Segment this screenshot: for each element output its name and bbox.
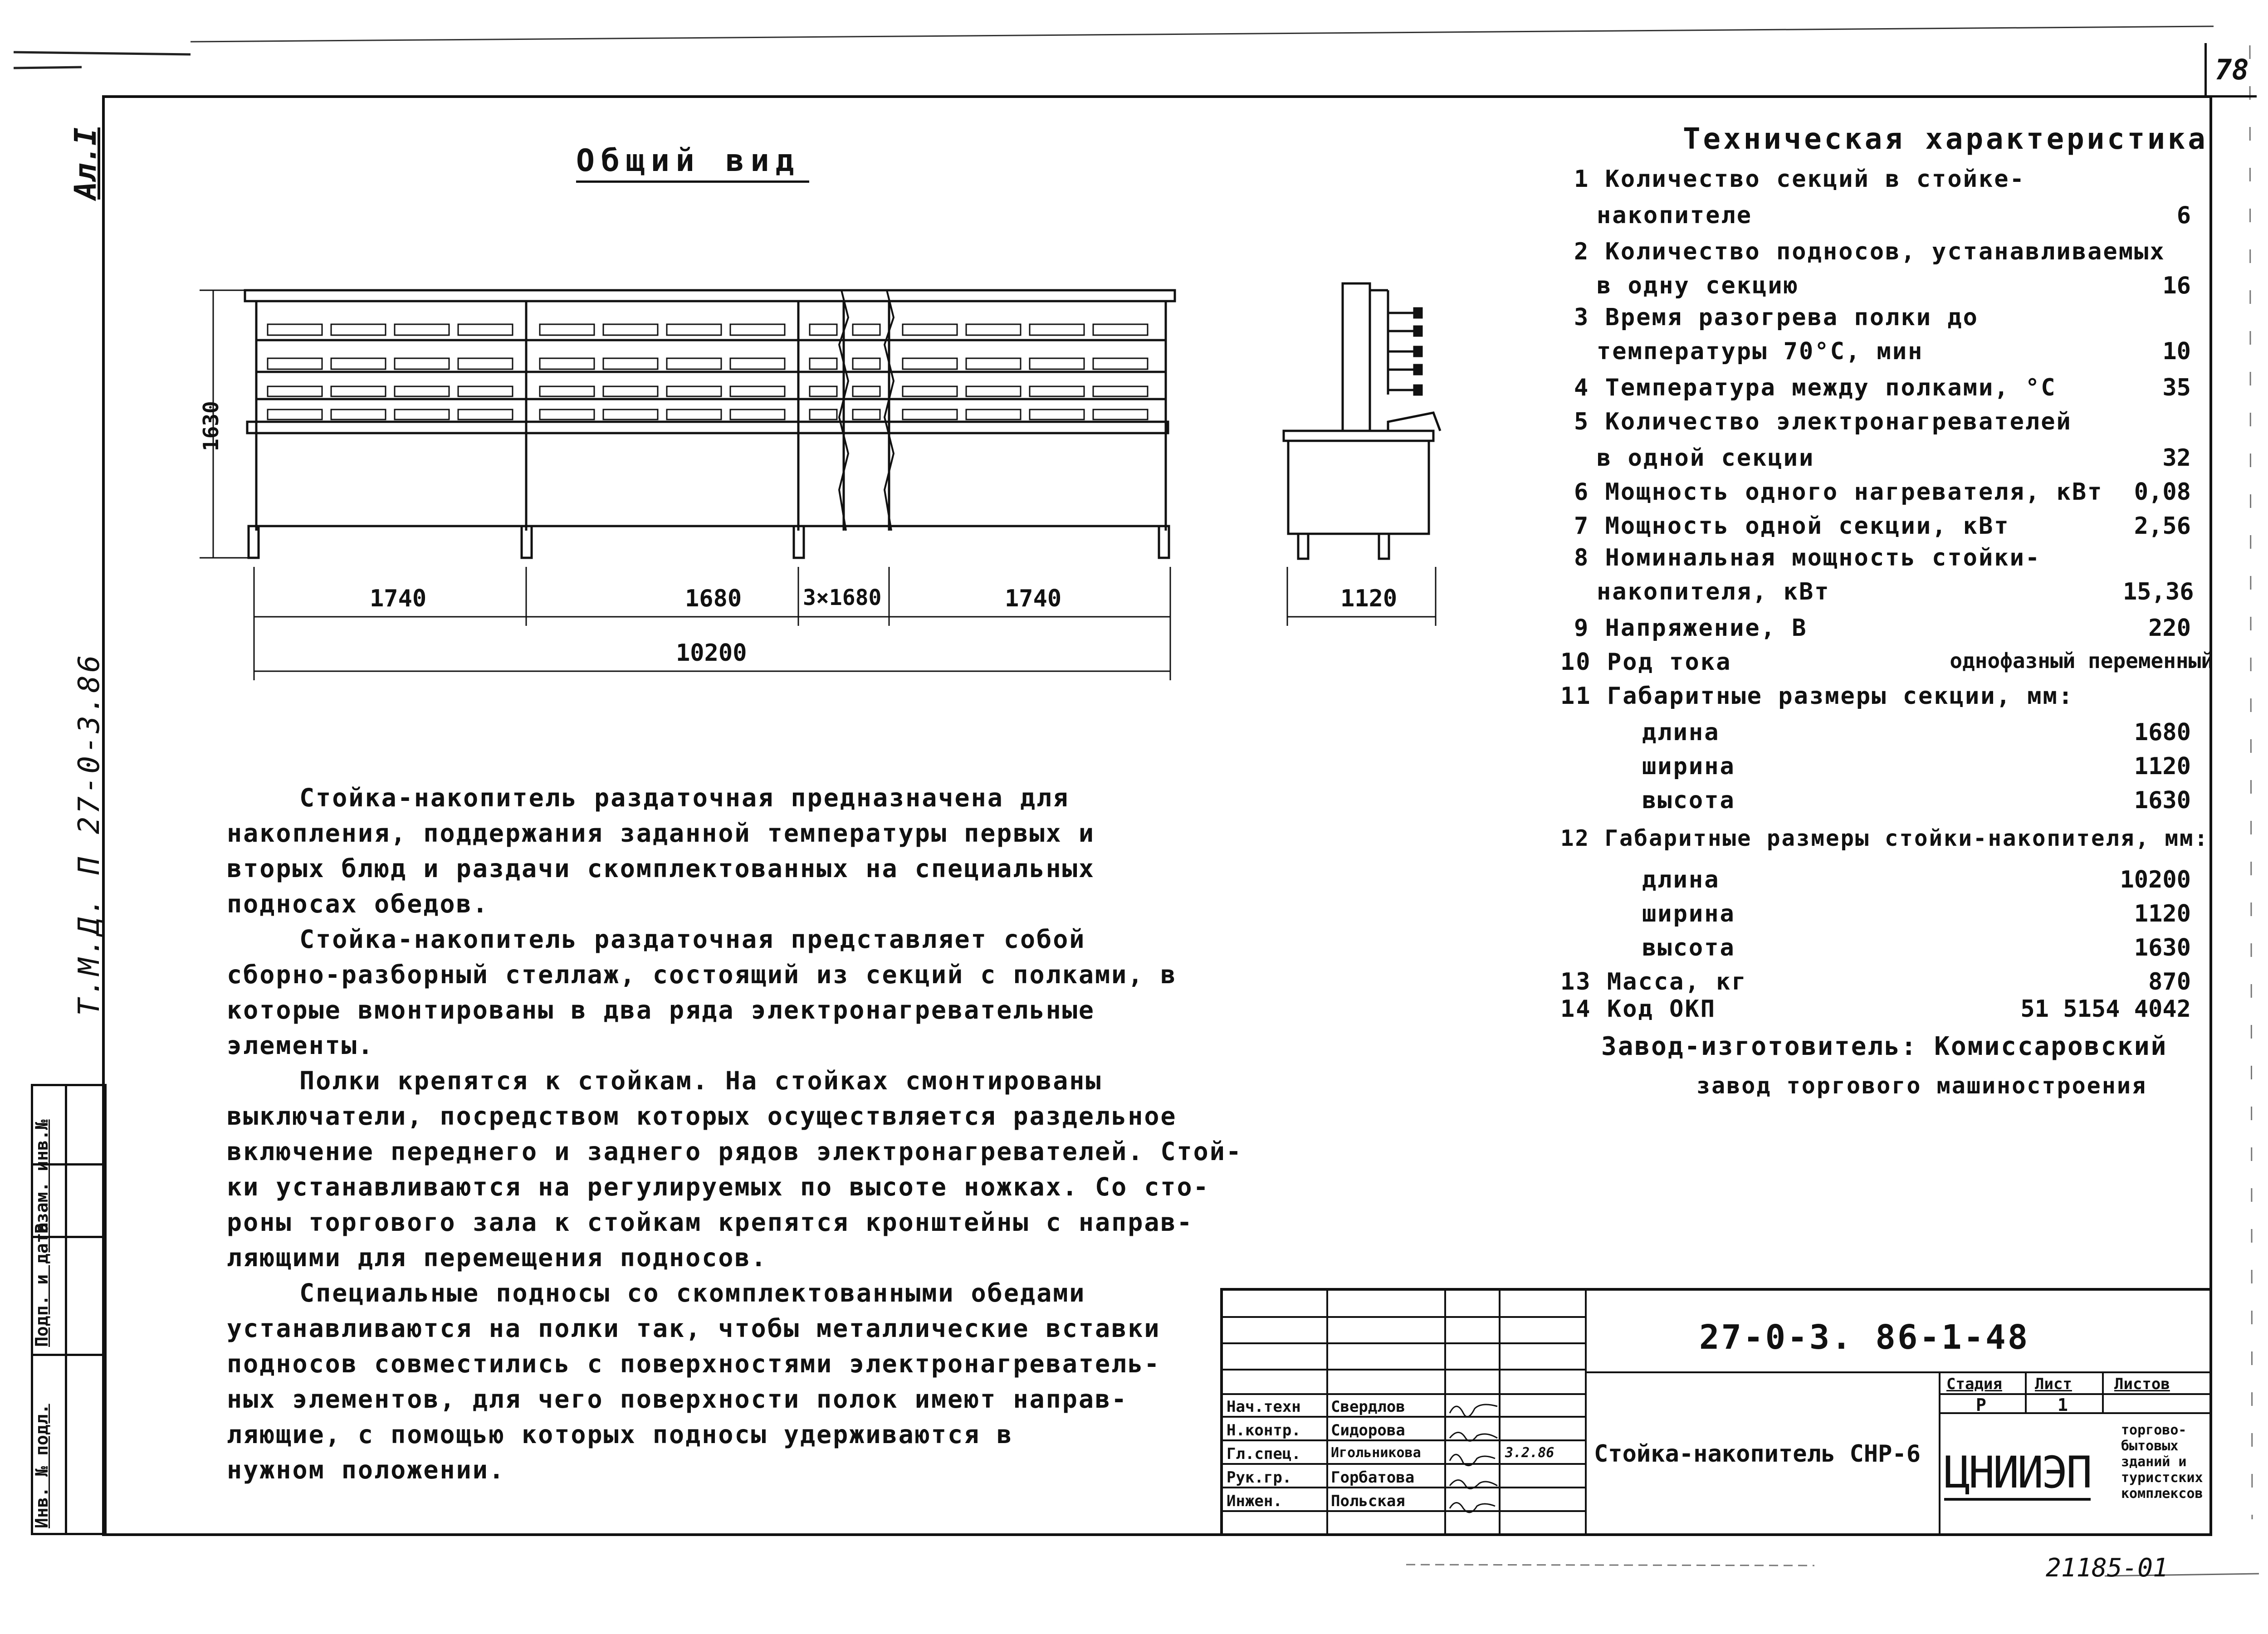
stage-value: Р xyxy=(1976,1395,1986,1415)
tech-item-3-line-2: температуры 70°С, мин xyxy=(1597,338,1924,365)
section-dim-height-label: высота xyxy=(1642,787,1735,814)
rack-dim-length-label: длина xyxy=(1642,866,1720,893)
dim-total: 10200 xyxy=(676,639,747,667)
desc-p4-l1: Специальные подносы со скомплектованными обедами xyxy=(299,1278,1086,1307)
strip-inv-podl: Инв. № подл. xyxy=(32,1404,52,1528)
desc-p2-l1: Стойка-накопитель раздаточная представляет собой xyxy=(299,925,1086,954)
dim-seg-4: 1740 xyxy=(1005,585,1062,612)
tech-spec-title: Техническая характеристика xyxy=(1683,122,2208,156)
tech-item-2-line-2: в одну секцию xyxy=(1597,272,1799,299)
tech-item-4-line-1: 4 Температура между полками, °С xyxy=(1574,374,2057,401)
section-dim-length-label: длина xyxy=(1642,719,1720,746)
desc-p3-l6: ляющими для перемещения подносов. xyxy=(227,1243,767,1272)
signatures xyxy=(1445,1395,1504,1531)
desc-p4-l3: подносов совместились с поверхностями электронагреватель- xyxy=(227,1349,1161,1378)
tb-name-2: Сидорова xyxy=(1331,1421,1405,1439)
tech-item-5-line-1: 5 Количество электронагревателей xyxy=(1574,408,2072,435)
tech-item-8-value: 15,36 xyxy=(2123,578,2194,605)
section-dim-width-value: 1120 xyxy=(2134,753,2191,780)
side-code: Т.М.Д. П 27-0-3.86 xyxy=(73,652,106,1016)
section-dims-title: 11 Габаритные размеры секции, мм: xyxy=(1560,683,2074,710)
tech-item-3-value: 10 xyxy=(2162,338,2191,365)
description xyxy=(227,780,1242,1488)
strip-podp-data: Подп. и дата xyxy=(32,1222,52,1347)
tech-item-1-line-1: 1 Количество секций в стойке- xyxy=(1574,166,2025,193)
sheet-header: Лист xyxy=(2035,1375,2072,1393)
desc-p4-l6: нужном положении. xyxy=(227,1455,505,1484)
drawing-title: Общий вид xyxy=(576,143,809,183)
tech-item-2-line-1: 2 Количество подносов, устанавливаемых xyxy=(1574,238,2165,265)
desc-p1-l2: накопления, поддержания заданной температуры первых и xyxy=(227,819,1095,848)
desc-p4-l2: устанавливаются на полки так, чтобы металлические вставки xyxy=(227,1314,1161,1343)
tb-role-1: Нач.техн xyxy=(1227,1398,1301,1416)
desc-p3-l1: Полки крепятся к стойкам. На стойках смонтированы xyxy=(299,1066,1102,1095)
okp-label: 14 Код ОКП xyxy=(1560,995,1716,1023)
tech-item-6-value: 0,08 xyxy=(2134,478,2191,506)
desc-p1-l3: вторых блюд и раздачи скомплектованных на специальных xyxy=(227,854,1095,883)
desc-p3-l5: роны торгового зала к стойкам крепятся кронштейны с направ- xyxy=(227,1208,1193,1237)
rack-dim-height-label: высота xyxy=(1642,934,1735,961)
rack-dim-width-label: ширина xyxy=(1642,900,1735,927)
org-name: торгово- бытовых зданий и туристских комплексов xyxy=(2121,1422,2203,1502)
rack-dim-height-value: 1630 xyxy=(2134,934,2191,961)
tech-item-9-value: 220 xyxy=(2148,615,2191,642)
stamp-top-left: Ал.I xyxy=(68,127,103,200)
tb-name-1: Свердлов xyxy=(1331,1398,1405,1416)
dim-seg-2: 1680 xyxy=(685,585,742,612)
title-block xyxy=(1220,1288,2209,1533)
section-dim-height-value: 1630 xyxy=(2134,787,2191,814)
org-logo: ЦНИИЭП xyxy=(1944,1447,2091,1501)
okp-value: 51 5154 4042 xyxy=(2020,995,2191,1023)
strip-vzam-inv: Взам. инв.№ xyxy=(32,1119,52,1234)
bottom-code: 21185-01 xyxy=(2046,1553,2168,1583)
tb-name-3: Игольникова xyxy=(1331,1445,1421,1461)
section-dim-length-value: 1680 xyxy=(2134,719,2191,746)
tech-item-7-value: 2,56 xyxy=(2134,512,2191,540)
manufacturer-line-2: завод торгового машиностроения xyxy=(1696,1073,2147,1099)
doc-code: 27-0-3. 86-1-48 xyxy=(1699,1318,2030,1357)
rack-dims-title: 12 Габаритные размеры стойки-накопителя, мм: xyxy=(1560,825,2209,851)
tb-role-3: Гл.спец. xyxy=(1227,1445,1301,1463)
stage-header: Стадия xyxy=(1946,1375,2002,1393)
section-dim-width-label: ширина xyxy=(1642,753,1735,780)
tech-item-6-line-1: 6 Мощность одного нагревателя, кВт xyxy=(1574,478,2103,506)
tech-item-10-line-1: 10 Род тока xyxy=(1560,649,1732,676)
tb-role-2: Н.контр. xyxy=(1227,1421,1301,1439)
tb-name-4: Горбатова xyxy=(1331,1468,1415,1487)
rack-dim-length-value: 10200 xyxy=(2120,866,2191,893)
tb-role-4: Рук.гр. xyxy=(1227,1468,1292,1487)
tech-item-7-line-1: 7 Мощность одной секции, кВт xyxy=(1574,512,2010,540)
tech-item-9-line-1: 9 Напряжение, В xyxy=(1574,615,1808,642)
desc-p1-l1: Стойка-накопитель раздаточная предназначена для xyxy=(299,783,1070,812)
tech-item-8-line-1: 8 Номинальная мощность стойки- xyxy=(1574,544,2041,571)
rack-dim-width-value: 1120 xyxy=(2134,900,2191,927)
tb-name-5: Польская xyxy=(1331,1492,1405,1510)
sheets-header: Листов xyxy=(2114,1375,2170,1393)
sheet-number-box xyxy=(2204,43,2257,98)
desc-p3-l3: включение переднего и заднего рядов электронагревателей. Стой- xyxy=(227,1137,1242,1166)
sheet-value: 1 xyxy=(2058,1395,2068,1415)
tech-item-4-value: 35 xyxy=(2162,374,2191,401)
manufacturer-line-1: Завод-изготовитель: Комиссаровский xyxy=(1601,1032,2168,1061)
product-name: Стойка-накопитель СНР-6 xyxy=(1594,1440,1921,1468)
desc-p3-l2: выключатели, посредством которых осуществляется раздельное xyxy=(227,1102,1177,1131)
desc-p2-l2: сборно-разборный стеллаж, состоящий из секций с полками, в xyxy=(227,960,1177,989)
dim-height: 1630 xyxy=(199,401,223,451)
tech-item-10-value: однофазный переменный xyxy=(1950,649,2214,673)
desc-p2-l4: элементы. xyxy=(227,1031,375,1060)
desc-p2-l3: которые вмонтированы в два ряда электронагревательные xyxy=(227,995,1095,1024)
desc-p1-l4: подносах обедов. xyxy=(227,889,489,918)
tech-item-5-value: 32 xyxy=(2162,444,2191,472)
tech-item-3-line-1: 3 Время разогрева полки до xyxy=(1574,304,1979,331)
desc-p3-l4: ки устанавливаются на регулируемых по высоте ножках. Со сто- xyxy=(227,1172,1210,1201)
desc-p4-l4: ных элементов, для чего поверхности полок имеют направ- xyxy=(227,1385,1128,1414)
mass-value: 870 xyxy=(2148,968,2191,995)
tech-item-1-line-2: накопителе xyxy=(1597,202,1753,229)
desc-p4-l5: ляющие, с помощью которых подносы удерживаются в xyxy=(227,1420,1013,1449)
dim-seg-3: 3×1680 xyxy=(803,585,882,610)
mass-label: 13 Масса, кг xyxy=(1560,968,1747,995)
side-view xyxy=(1270,272,1452,635)
dim-side-width: 1120 xyxy=(1340,585,1398,612)
tech-item-2-value: 16 xyxy=(2162,272,2191,299)
tech-item-1-value: 6 xyxy=(2176,202,2191,229)
tech-item-8-line-2: накопителя, кВт xyxy=(1597,578,1830,605)
dim-seg-1: 1740 xyxy=(370,585,427,612)
tb-role-5: Инжен. xyxy=(1227,1492,1282,1510)
tb-date-3: 3.2.86 xyxy=(1505,1445,1554,1461)
tech-item-5-line-2: в одной секции xyxy=(1597,444,1815,472)
sheet-number: 78 xyxy=(2215,53,2249,86)
